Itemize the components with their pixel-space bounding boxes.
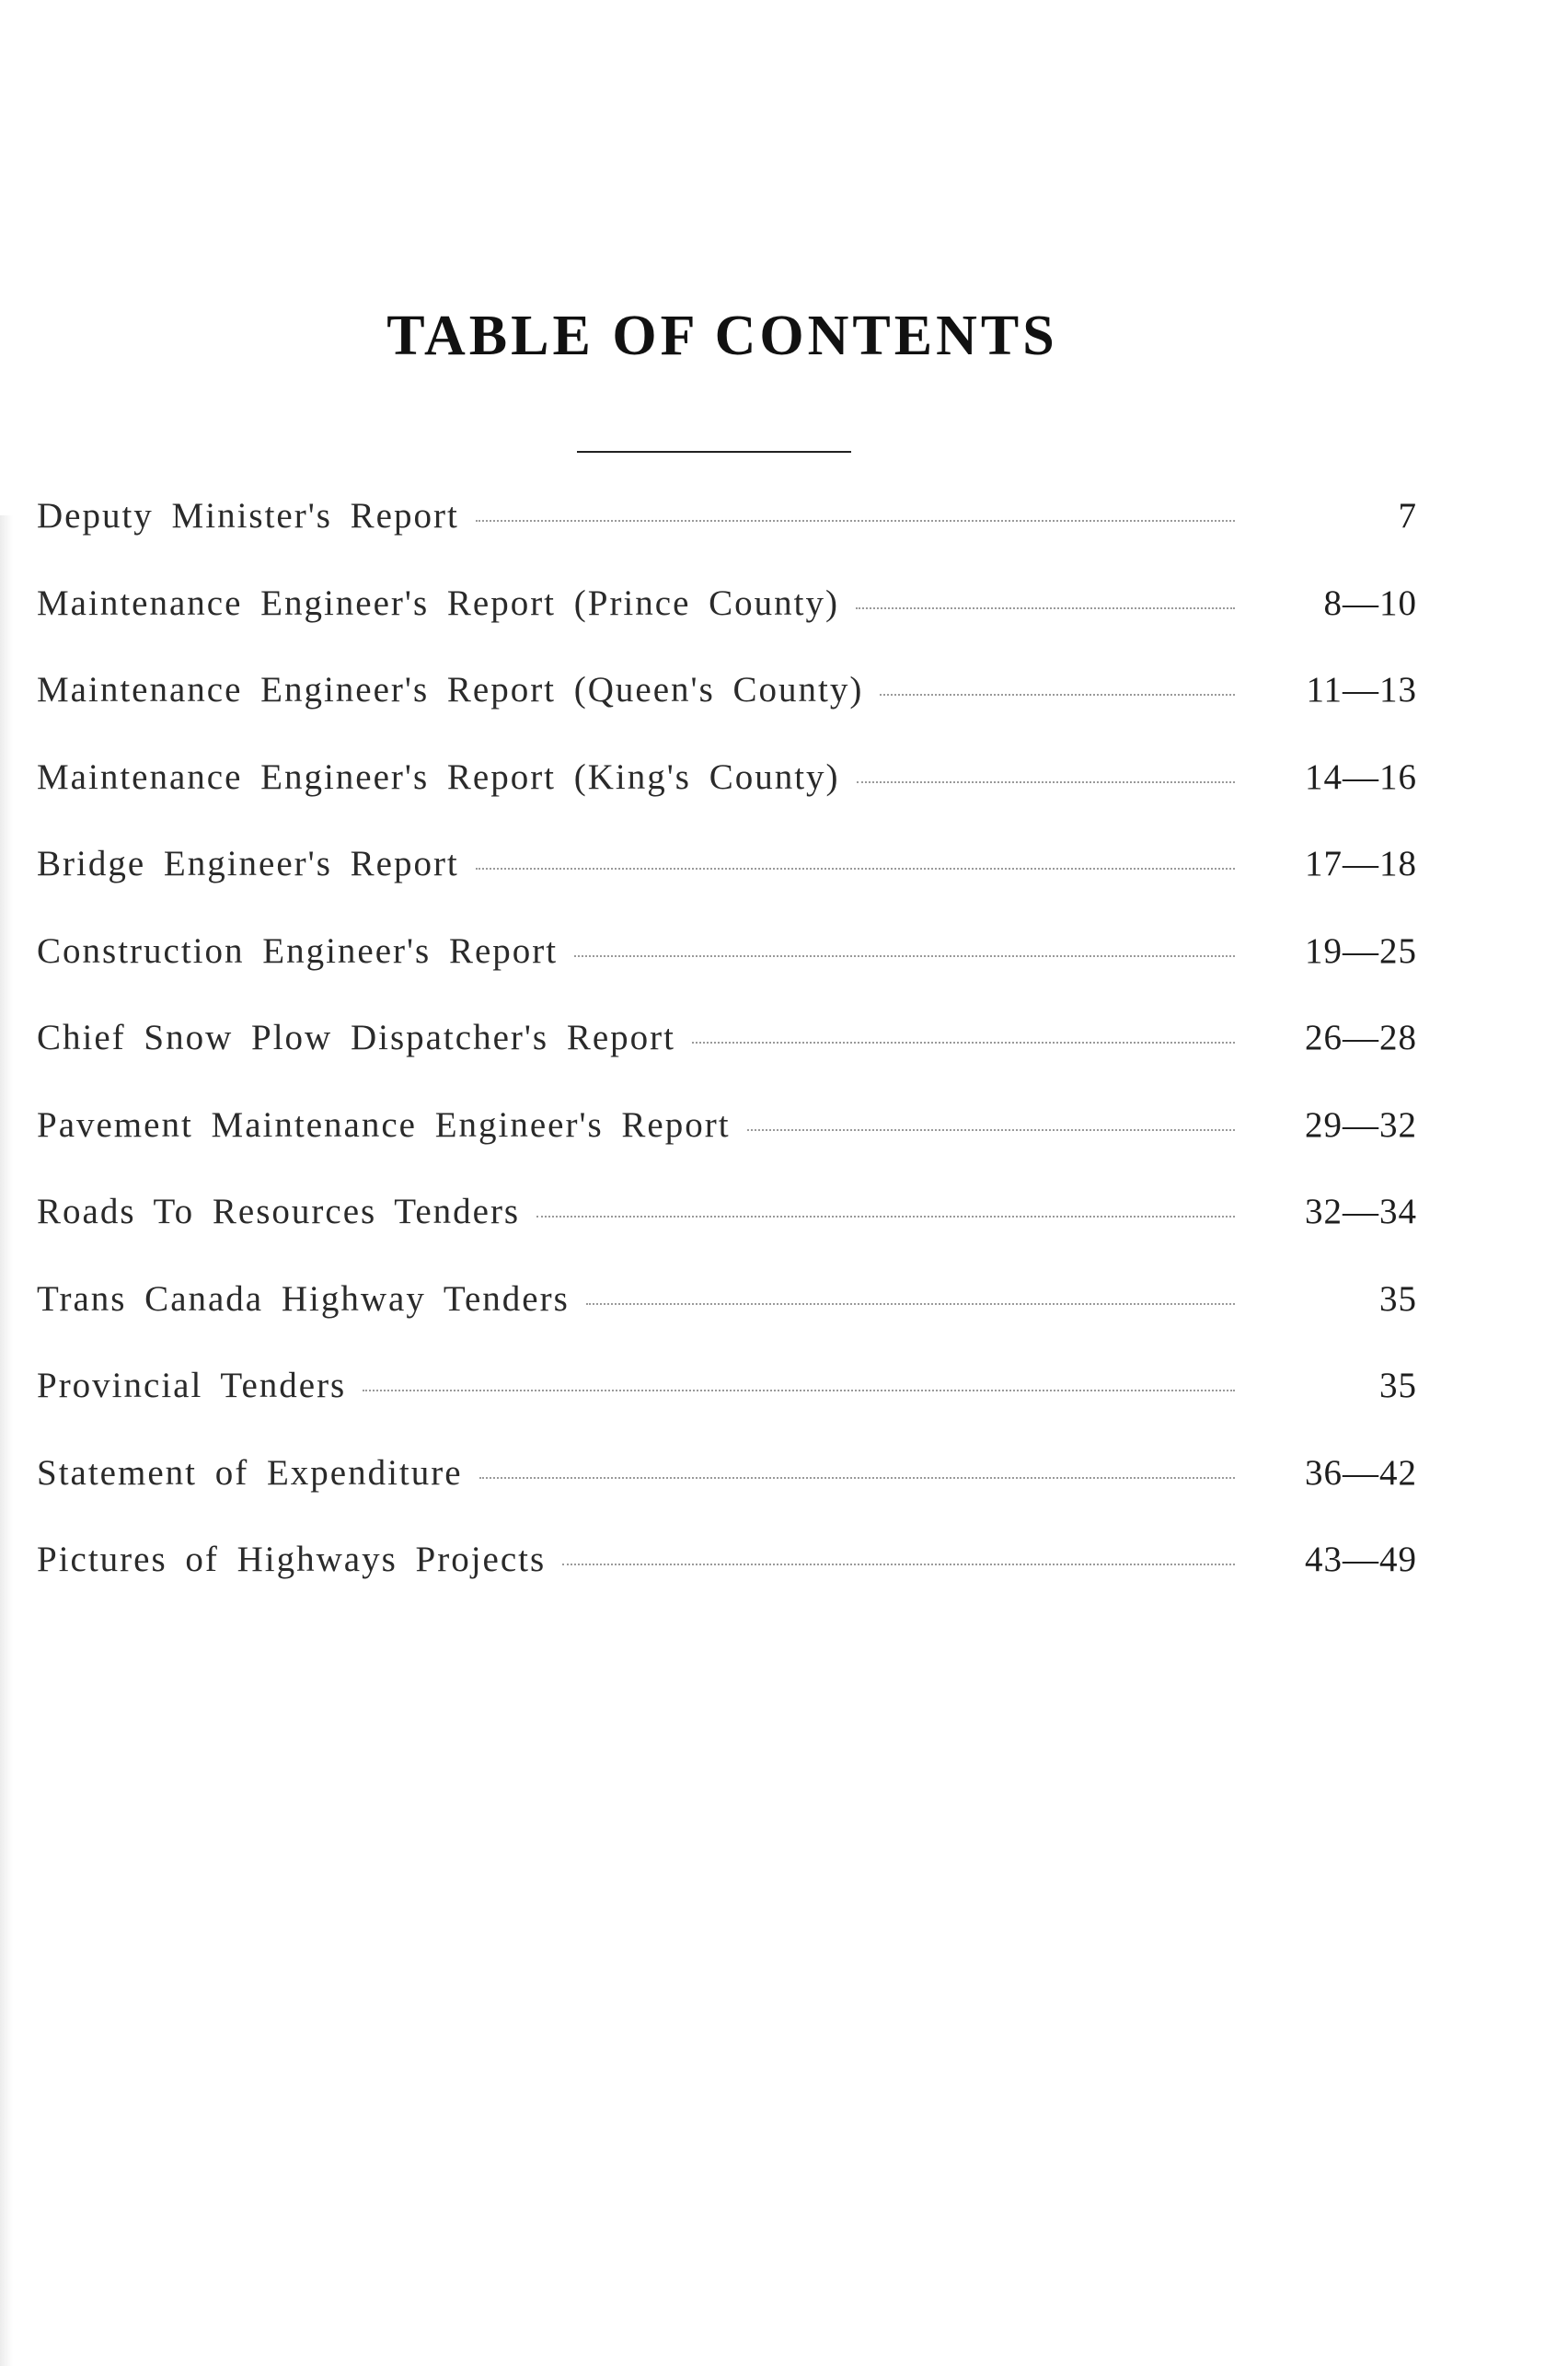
toc-entry bbox=[37, 1104, 1417, 1192]
dot-leader bbox=[574, 955, 1235, 957]
title-divider bbox=[577, 451, 851, 453]
toc-entry bbox=[37, 1017, 1417, 1104]
toc-entry bbox=[37, 1191, 1417, 1278]
toc-entry-title: Provincial Tenders bbox=[37, 1366, 347, 1405]
toc-entry-title: Maintenance Engineer's Report (Prince County) bbox=[37, 583, 839, 623]
toc-entry-pages: 36—42 bbox=[1305, 1452, 1417, 1493]
toc-entry-pages: 8—10 bbox=[1323, 583, 1417, 623]
dot-leader bbox=[363, 1390, 1235, 1391]
toc-entry bbox=[37, 583, 1417, 670]
toc-entry bbox=[37, 1278, 1417, 1366]
dot-leader bbox=[692, 1042, 1235, 1044]
toc-entry-title: Pictures of Highways Projects bbox=[37, 1540, 547, 1579]
page-edge-shadow bbox=[0, 515, 13, 2366]
dot-leader bbox=[476, 520, 1235, 522]
toc-entry-title: Trans Canada Highway Tenders bbox=[37, 1278, 570, 1319]
dot-leader bbox=[536, 1216, 1235, 1218]
toc-entry-pages: 43—49 bbox=[1305, 1540, 1417, 1579]
toc-entry bbox=[37, 843, 1417, 930]
toc-entry-pages: 14—16 bbox=[1305, 756, 1417, 797]
toc-entry-title: Statement of Expenditure bbox=[37, 1452, 463, 1493]
toc-entry-pages: 32—34 bbox=[1305, 1192, 1417, 1231]
dot-leader bbox=[857, 781, 1235, 783]
dot-leader bbox=[747, 1129, 1235, 1131]
toc-entry-pages: 7 bbox=[1398, 496, 1417, 536]
dot-leader bbox=[479, 1477, 1235, 1479]
toc-entry-pages: 26—28 bbox=[1305, 1018, 1417, 1057]
toc-entry-pages: 35 bbox=[1379, 1278, 1417, 1319]
toc-entry-pages: 35 bbox=[1379, 1366, 1417, 1405]
toc-entry-pages: 19—25 bbox=[1305, 930, 1417, 971]
toc-entry bbox=[37, 930, 1417, 1018]
dot-leader bbox=[586, 1303, 1235, 1305]
page-title: TABLE OF CONTENTS bbox=[386, 305, 1058, 367]
toc-entry bbox=[37, 1539, 1417, 1626]
table-of-contents bbox=[37, 495, 1417, 1626]
toc-entry-pages: 17—18 bbox=[1305, 844, 1417, 883]
toc-entry bbox=[37, 1452, 1417, 1540]
toc-entry-pages: 11—13 bbox=[1306, 670, 1417, 710]
toc-entry-title: Deputy Minister's Report bbox=[37, 496, 459, 536]
toc-entry bbox=[37, 1365, 1417, 1452]
toc-entry bbox=[37, 669, 1417, 756]
dot-leader bbox=[476, 868, 1235, 870]
dot-leader bbox=[562, 1564, 1235, 1565]
toc-entry-title: Bridge Engineer's Report bbox=[37, 844, 459, 883]
toc-entry bbox=[37, 495, 1417, 583]
dot-leader bbox=[880, 694, 1235, 696]
toc-entry-title: Pavement Maintenance Engineer's Report bbox=[37, 1104, 731, 1145]
toc-entry-pages: 29—32 bbox=[1305, 1104, 1417, 1145]
toc-entry-title: Maintenance Engineer's Report (King's County) bbox=[37, 756, 840, 797]
toc-entry-title: Maintenance Engineer's Report (Queen's County) bbox=[37, 670, 864, 710]
dot-leader bbox=[856, 607, 1235, 609]
toc-entry-title: Chief Snow Plow Dispatcher's Report bbox=[37, 1018, 675, 1057]
toc-entry-title: Roads To Resources Tenders bbox=[37, 1192, 521, 1231]
toc-entry-title: Construction Engineer's Report bbox=[37, 930, 559, 971]
toc-entry bbox=[37, 756, 1417, 844]
